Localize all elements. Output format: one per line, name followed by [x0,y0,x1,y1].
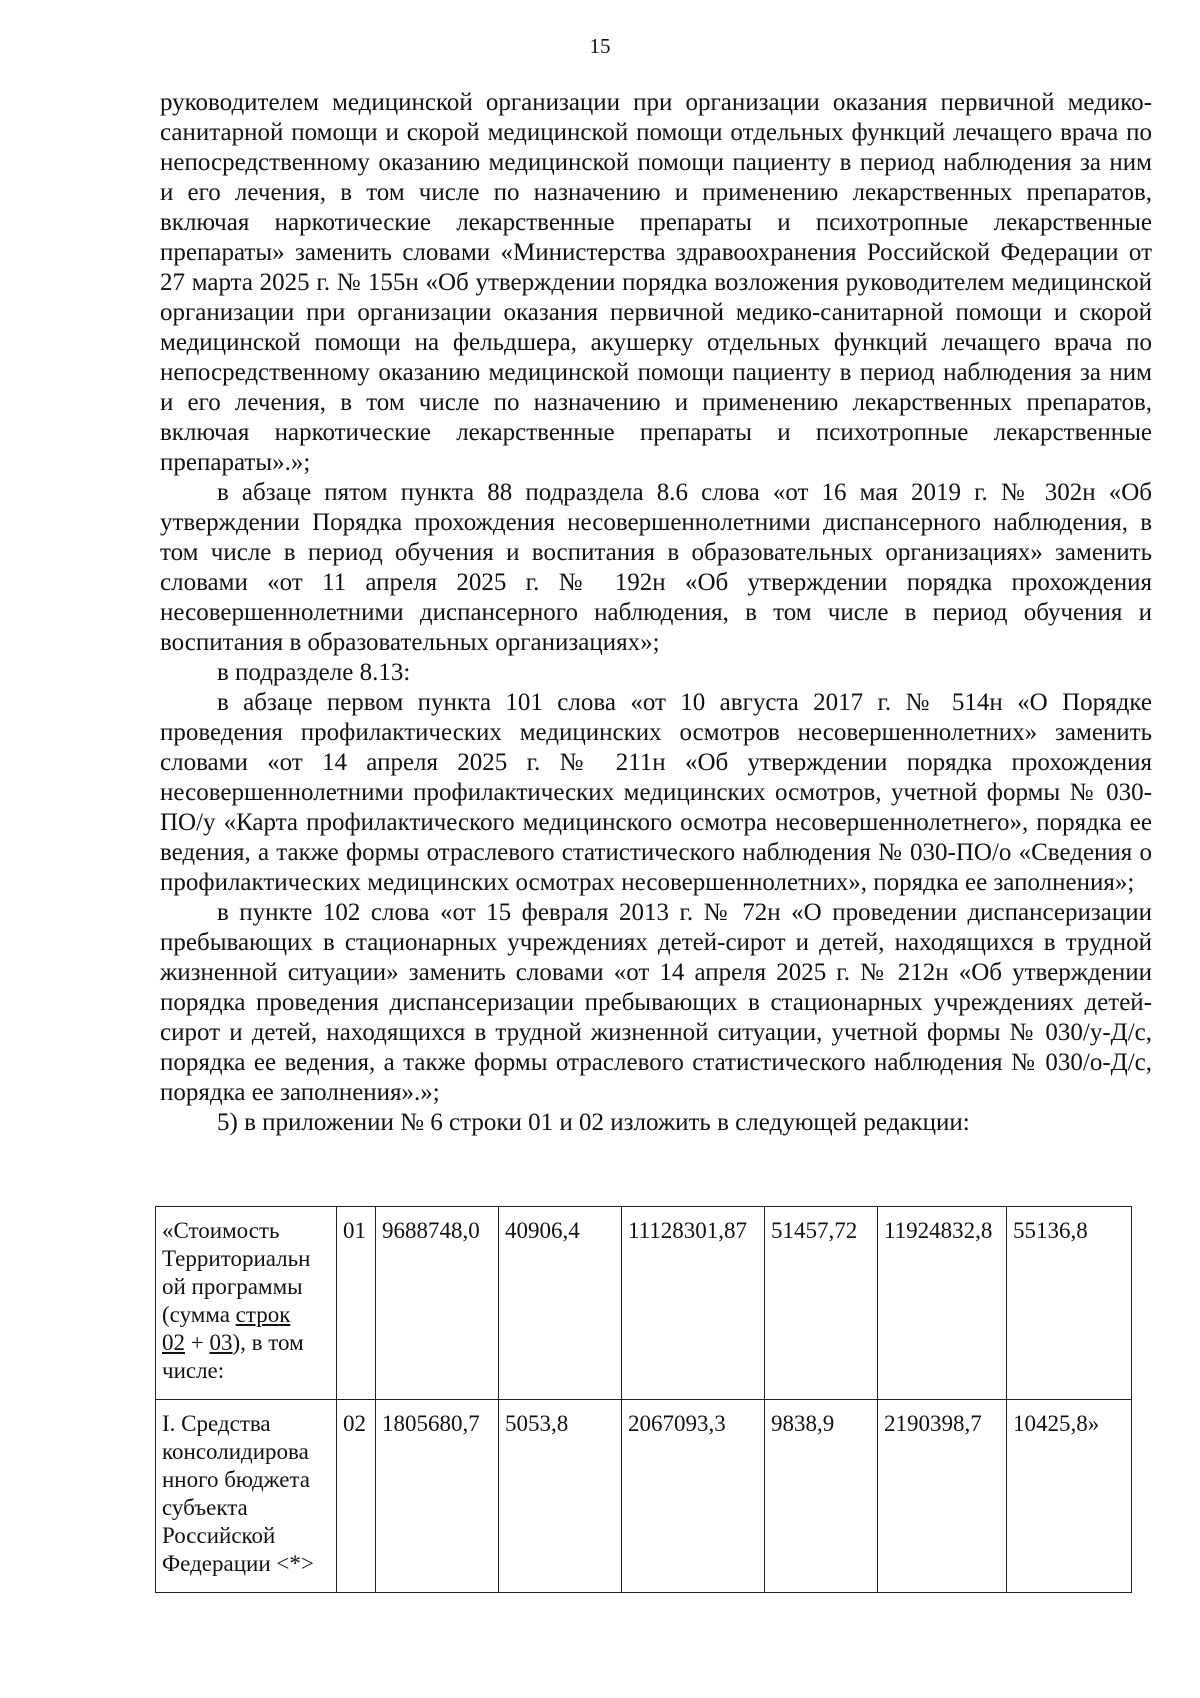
paragraph: в пункте 102 слова «от 15 февраля 2013 г. № 72н «О проведении диспансеризации пребывающих в стационарных учреждениях детей-сирот и детей, находящихся в трудной жизненной ситуации» заменить словами «от 14 апреля 2025 г. № 212н «Об утверждении порядка проведения диспансеризации пребывающих в стационарных учреждениях детей-сирот и детей, находящихся в трудной жизненной ситуации, учетной формы № 030/у-Д/с, порядка ее ведения, а также формы отраслевого статистического наблюдения № 030/о-Д/с, порядка ее заполнения».»; [160,899,1152,1106]
value-cell: 40906,4 [499,1207,622,1400]
value-cell: 9688748,0 [376,1207,499,1400]
row-label-text: «Стоимость Территориальн ой программы (сумма [162,1218,311,1327]
value-cell: 5053,8 [499,1400,622,1593]
value-cell: 10425,8» [1007,1400,1132,1593]
paragraph: 5) в приложении № 6 строки 01 и 02 изложить в следующей редакции: [217,1109,970,1136]
value-cell: 9838,9 [765,1400,878,1593]
value-cell: 2067093,3 [622,1400,765,1593]
link-rows[interactable]: строк [235,1302,291,1327]
paragraph: в абзаце первом пункта 101 слова «от 10 августа 2017 г. № 514н «О Порядке проведения профилактических медицинских осмотров несовершеннолетних» заменить словами «от 14 апреля 2025 г. № 211н «Об утверждении порядка прохождения несовершеннолетними профилактических медицинских осмотров, учетной формы № 030-ПО/у «Карта профилактического медицинского осмотра несовершеннолетнего», порядка ее ведения, а также формы отраслевого статистического наблюдения № 030-ПО/о «Сведения о профилактических медицинских осмотрах несовершеннолетних», порядка ее заполнения»; [160,689,1152,896]
value-cell: 2190398,7 [878,1400,1007,1593]
link-row-03[interactable]: 03 [209,1330,233,1355]
value-cell: 11128301,87 [622,1207,765,1400]
value-cell: 1805680,7 [376,1400,499,1593]
amendment-table-wrapper [155,1206,1132,1593]
table-row [156,1207,1132,1400]
row-code-cell: 02 [337,1400,376,1593]
table-row [156,1400,1132,1593]
row-label-text: + [185,1330,210,1355]
row-label-text: ), в том числе: [162,1330,304,1383]
value-cell: 51457,72 [765,1207,878,1400]
paragraph: руководителем медицинской организации при организации оказания первичной медико-санитарной помощи и скорой медицинской помощи отдельных функций лечащего врача по непосредственному оказанию медицинской помощи пациенту в период наблюдения за ним и его лечения, в том числе по назначению и применению лекарственных препаратов, включая наркотические лекарственные препараты и психотропные лекарственные препараты» заменить словами «Министерства здравоохранения Российской Федерации от 27 марта 2025 г. № 155н «Об утверждении порядка возложения руководителем медицинской организации при организации оказания первичной медико-санитарной помощи и скорой медицинской помощи на фельдшера, акушерку отдельных функций лечащего врача по непосредственному оказанию медицинской помощи пациенту в период наблюдения за ним и его лечения, в том числе по назначению и применению лекарственных препаратов, включая наркотические лекарственные препараты и психотропные лекарственные препараты».»; [160,89,1152,476]
paragraph: в абзаце пятом пункта 88 подраздела 8.6 слова «от 16 мая 2019 г. № 302н «Об утверждении Порядка прохождения несовершеннолетними диспансерного наблюдения, в том числе в период обучения и воспитания в образовательных организациях» заменить словами «от 11 апреля 2025 г. № 192н «Об утверждении порядка прохождения несовершеннолетними диспансерного наблюдения, в том числе в период обучения и воспитания в образовательных организациях»; [160,479,1152,656]
value-cell: 55136,8 [1007,1207,1132,1400]
amendment-table [155,1206,1132,1593]
row-code-cell: 01 [337,1207,376,1400]
row-label-cell [156,1207,337,1400]
row-label-cell: I. Средства консолидирова нного бюджета субъекта Российской Федерации <*> [156,1400,337,1593]
link-row-02[interactable]: 02 [162,1330,185,1355]
page-number: 15 [589,34,611,58]
value-cell: 11924832,8 [878,1207,1007,1400]
paragraph: в подразделе 8.13: [217,659,411,686]
document-body [160,88,1152,1138]
